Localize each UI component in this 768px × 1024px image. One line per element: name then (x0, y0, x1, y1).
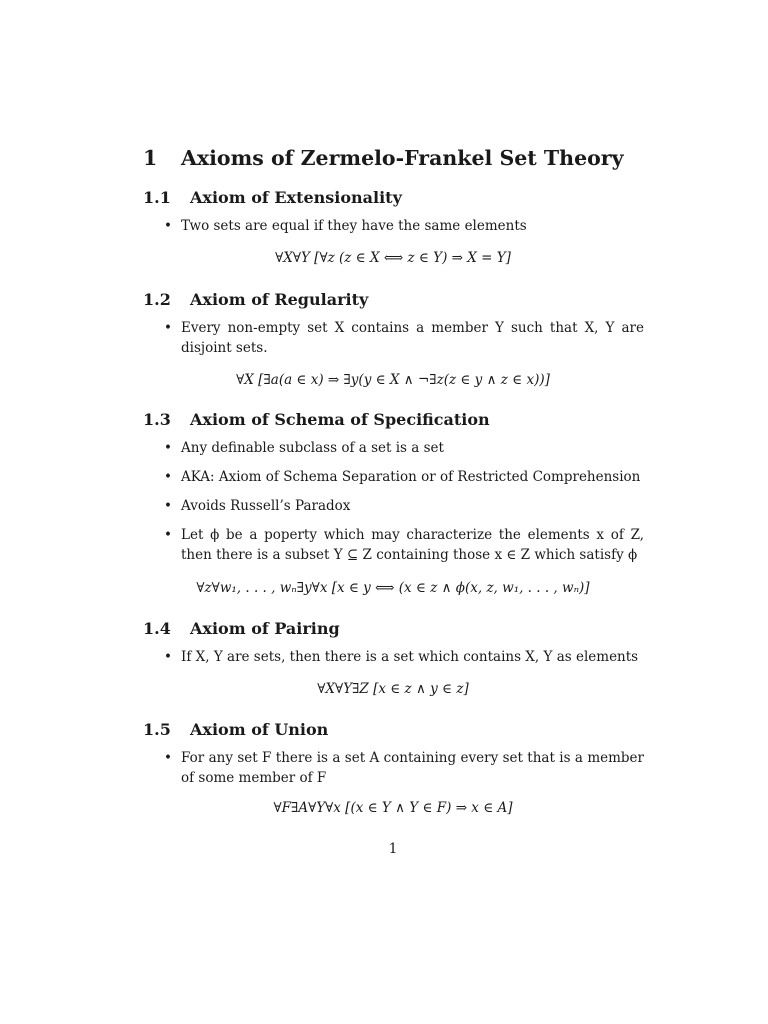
bullet-icon: • (164, 440, 172, 456)
bullet-text: Let ϕ be a poperty which may characterize the elements x of Z, then there is a subset Y ⊆ Z containing those x ∈ Z which satisfy ϕ (181, 527, 644, 563)
bullet-item (164, 467, 644, 487)
bullet-item (164, 216, 644, 236)
formula: ∀X [∃a(a ∈ x) ⇒ ∃y(y ∈ X ∧ ¬∃z(z ∈ y ∧ z ∈ x))] (236, 372, 550, 388)
bullet-icon: • (164, 750, 172, 766)
subsection-number: 1.3 (143, 410, 171, 429)
bullet-item (164, 438, 644, 458)
section-title (143, 146, 624, 170)
subsection-heading (143, 188, 402, 207)
subsection-heading (143, 410, 490, 429)
bullet-icon: • (164, 649, 172, 665)
bullet-text: Any definable subclass of a set is a set (181, 440, 444, 456)
bullet-icon: • (164, 527, 172, 543)
subsection-number: 1.4 (143, 619, 171, 638)
subsection-title: Axiom of Extensionality (190, 188, 402, 207)
subsection-title: Axiom of Schema of Specification (190, 410, 490, 429)
bullet-text: If X, Y are sets, then there is a set which contains X, Y as elements (181, 649, 639, 665)
subsection-title: Axiom of Union (190, 720, 329, 739)
subsection-heading (143, 720, 328, 739)
section-title-text: Axioms of Zermelo-Frankel Set Theory (181, 146, 624, 170)
subsection-number: 1.1 (143, 188, 171, 207)
bullet-icon: • (164, 469, 172, 485)
bullet-item (164, 647, 644, 667)
page-number: 1 (388, 841, 398, 857)
bullet-item (164, 496, 644, 516)
bullet-icon: • (164, 320, 172, 336)
formula: ∀F∃A∀Y∀x [(x ∈ Y ∧ Y ∈ F) ⇒ x ∈ A] (273, 800, 513, 816)
formula: ∀z∀w₁, . . . , wₙ∃y∀x [x ∈ y ⟺ (x ∈ z ∧ ϕ(x, z, w₁, . . . , wₙ)] (196, 580, 590, 596)
section-number: 1 (143, 146, 158, 170)
bullet-text: Two sets are equal if they have the same elements (181, 218, 527, 234)
bullet-icon: • (164, 218, 172, 234)
subsection-title: Axiom of Pairing (190, 619, 340, 638)
bullet-item (164, 748, 644, 788)
formula: ∀X∀Y∃Z [x ∈ z ∧ y ∈ z] (317, 681, 469, 697)
bullet-item (164, 318, 644, 358)
bullet-item (164, 525, 644, 565)
formula: ∀X∀Y [∀z (z ∈ X ⟺ z ∈ Y) ⇒ X = Y] (275, 250, 511, 266)
bullet-icon: • (164, 498, 172, 514)
subsection-heading (143, 619, 340, 638)
subsection-title: Axiom of Regularity (190, 290, 369, 309)
bullet-text: For any set F there is a set A containing every set that is a member of some member of F (181, 750, 644, 786)
subsection-number: 1.2 (143, 290, 171, 309)
subsection-number: 1.5 (143, 720, 171, 739)
subsection-heading (143, 290, 368, 309)
bullet-text: Avoids Russell’s Paradox (181, 498, 351, 514)
bullet-text: AKA: Axiom of Schema Separation or of Restricted Comprehension (181, 469, 641, 485)
bullet-text: Every non-empty set X contains a member Y such that X, Y are disjoint sets. (181, 320, 644, 356)
